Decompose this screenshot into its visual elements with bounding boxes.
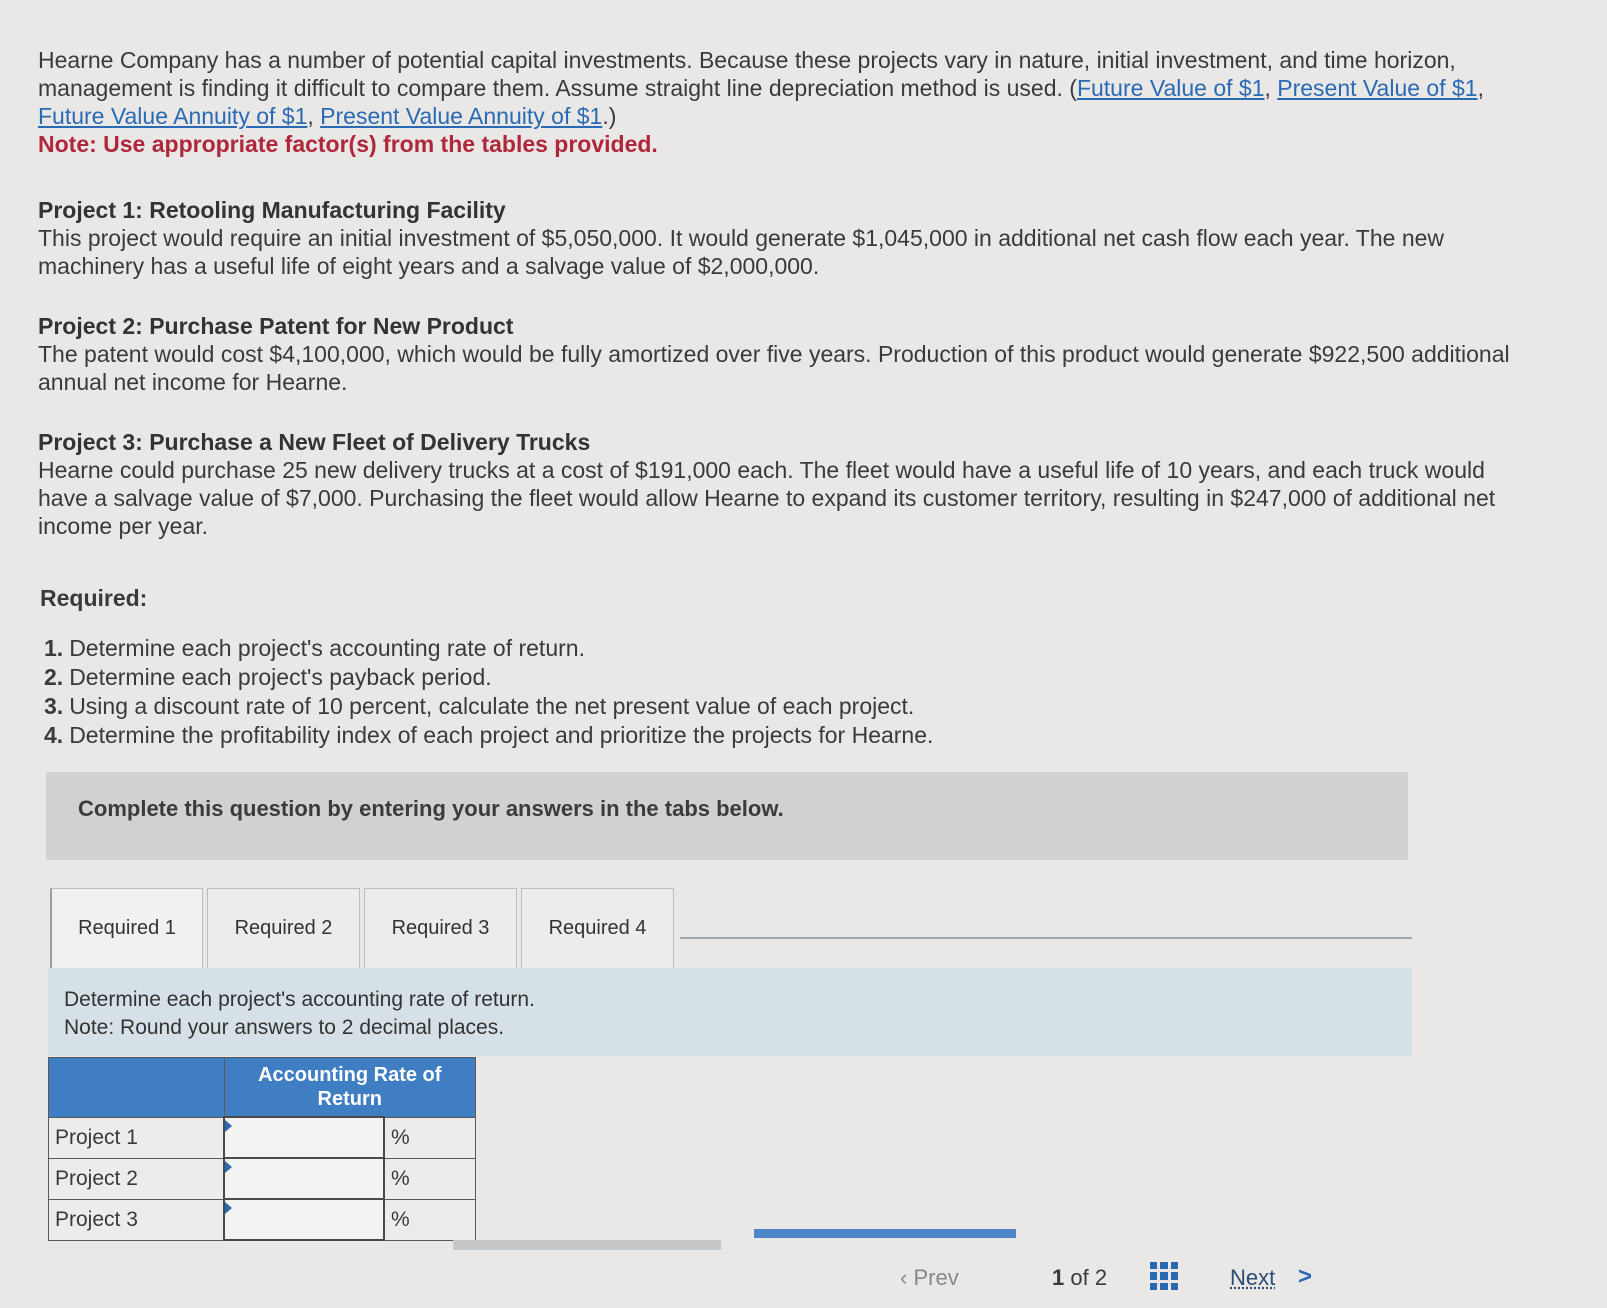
header-blank xyxy=(49,1058,225,1118)
input-marker-icon xyxy=(225,1120,232,1132)
tab-bar xyxy=(50,888,678,968)
project-body: Hearne could purchase 25 new delivery trucks at a cost of $191,000 each. The fleet would have a useful life of 10 years, and each truck would have a salvage value of $7,000. Purchasing the fleet would allow Hearne to expand its customer territory, resulting in $247,000 of additional net income per year. xyxy=(38,457,1496,539)
project-title: Project 1: Retooling Manufacturing Facility xyxy=(38,197,506,223)
close-paren: .) xyxy=(602,103,617,129)
chevron-right-icon[interactable]: > xyxy=(1298,1263,1313,1290)
note-text: Note: Use appropriate factor(s) from the tables provided. xyxy=(38,131,658,157)
present-value-annuity-link[interactable]: Present Value Annuity of $1 xyxy=(320,103,603,129)
intro-text: Hearne Company has a number of potential capital investments. Because these projects vary in nature, initial investment, and time horizon, management is finding it difficult to compare them. Assume straight line depreciation method is used. ( xyxy=(38,47,1456,101)
progress-indicator xyxy=(754,1229,1016,1238)
table-row xyxy=(49,1199,476,1240)
progress-track xyxy=(453,1240,721,1250)
page-indicator xyxy=(1052,1265,1107,1291)
row-label: Project 3 xyxy=(49,1199,225,1240)
instruction-text: Determine each project's accounting rate of return. xyxy=(64,988,535,1011)
percent-unit: % xyxy=(384,1158,476,1199)
table-row xyxy=(49,1117,476,1158)
list-item xyxy=(44,692,933,721)
project-1 xyxy=(38,196,1528,280)
project-body: The patent would cost $4,100,000, which would be fully amortized over five years. Production of this product would generate $922,500 additional annual net income for Hearne. xyxy=(38,341,1510,395)
item-text: Determine each project's accounting rate of return. xyxy=(69,635,585,661)
project-3 xyxy=(38,428,1528,540)
item-text: Determine the profitability index of each project and prioritize the projects for Hearne. xyxy=(69,722,934,748)
percent-unit: % xyxy=(384,1199,476,1240)
item-text: Determine each project's payback period. xyxy=(69,664,492,690)
answer-table xyxy=(48,1057,476,1241)
answer-input-project-1[interactable] xyxy=(224,1117,384,1158)
page-current: 1 xyxy=(1052,1265,1065,1290)
project-2 xyxy=(38,312,1528,396)
tab-required-4[interactable]: Required 4 xyxy=(521,888,674,968)
item-number: 4. xyxy=(44,722,64,748)
page-total: 2 xyxy=(1094,1265,1108,1290)
grid-icon[interactable] xyxy=(1150,1262,1178,1290)
row-label: Project 1 xyxy=(49,1117,225,1158)
separator: , xyxy=(307,103,321,129)
required-title: Required: xyxy=(40,585,148,611)
list-item xyxy=(44,634,933,663)
input-marker-icon xyxy=(225,1161,232,1173)
answer-input-project-3[interactable] xyxy=(224,1199,384,1240)
page-of: of xyxy=(1070,1265,1089,1290)
list-item xyxy=(44,721,933,750)
input-marker-icon xyxy=(225,1202,232,1214)
present-value-link[interactable]: Present Value of $1 xyxy=(1277,75,1478,101)
project-title: Project 3: Purchase a New Fleet of Delivery Trucks xyxy=(38,429,591,455)
complete-banner: Complete this question by entering your answers in the tabs below. xyxy=(46,772,1408,860)
table-row xyxy=(49,1158,476,1199)
header-accounting-rate: Accounting Rate of Return xyxy=(224,1058,476,1118)
prev-button[interactable] xyxy=(900,1265,959,1291)
prev-label: Prev xyxy=(913,1265,959,1290)
project-title: Project 2: Purchase Patent for New Product xyxy=(38,313,514,339)
required-list xyxy=(44,634,933,750)
project-body: This project would require an initial investment of $5,050,000. It would generate $1,045,000 in additional net cash flow each year. The new machinery has a useful life of eight years and a salvage value of $2,000,000. xyxy=(38,225,1445,279)
separator: , xyxy=(1477,75,1484,101)
future-value-annuity-link[interactable]: Future Value Annuity of $1 xyxy=(38,103,308,129)
tab-divider xyxy=(680,937,1412,939)
chevron-left-icon: ‹ xyxy=(900,1265,914,1290)
tab-required-1[interactable]: Required 1 xyxy=(50,888,203,968)
percent-unit: % xyxy=(384,1117,476,1158)
next-button[interactable]: Next xyxy=(1230,1265,1276,1290)
item-number: 3. xyxy=(44,693,64,719)
item-number: 1. xyxy=(44,635,64,661)
intro-paragraph xyxy=(38,46,1518,158)
future-value-link[interactable]: Future Value of $1 xyxy=(1076,75,1265,101)
list-item xyxy=(44,663,933,692)
answer-input-project-2[interactable] xyxy=(224,1158,384,1199)
item-number: 2. xyxy=(44,664,64,690)
tab-required-2[interactable]: Required 2 xyxy=(207,888,360,968)
instructions-box xyxy=(48,968,1412,1056)
item-text: Using a discount rate of 10 percent, calculate the net present value of each project. xyxy=(69,693,915,719)
tab-required-3[interactable]: Required 3 xyxy=(364,888,517,968)
instruction-note: Note: Round your answers to 2 decimal places. xyxy=(64,1016,505,1039)
separator: , xyxy=(1264,75,1278,101)
row-label: Project 2 xyxy=(49,1158,225,1199)
